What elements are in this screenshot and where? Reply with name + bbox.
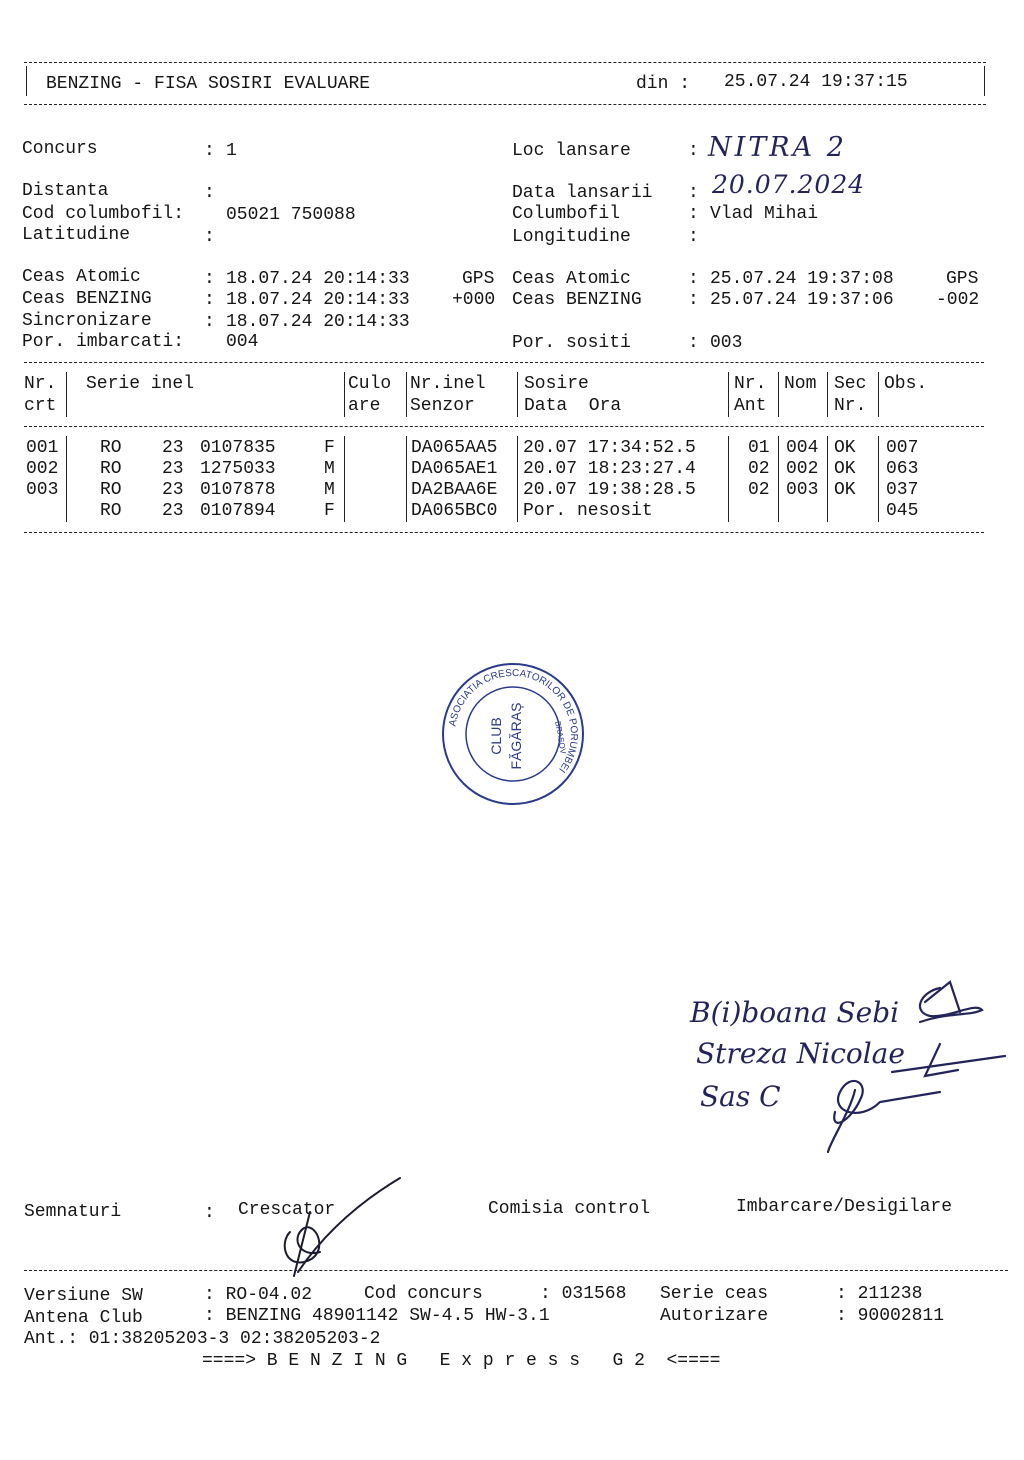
longitudine-label: Longitudine bbox=[512, 227, 631, 247]
row-sec: OK bbox=[834, 480, 856, 500]
footer-rule bbox=[24, 1270, 1008, 1271]
ceas-benzing-right-sep: : bbox=[688, 290, 699, 310]
ceas-benzing-value: 18.07.24 20:14:33 bbox=[226, 290, 410, 310]
col-sep bbox=[344, 372, 345, 417]
loc-lansare-label: Loc lansare bbox=[512, 141, 631, 161]
comisia-label: Comisia control bbox=[488, 1199, 651, 1219]
col-header-sec: Sec bbox=[834, 374, 867, 394]
sincronizare-value: 18.07.24 20:14:33 bbox=[226, 312, 410, 332]
col-sep bbox=[778, 372, 779, 417]
row-obs: 037 bbox=[886, 480, 919, 500]
col-header-nr-ant: Nr. bbox=[734, 374, 767, 394]
serie-ceas-value: : 211238 bbox=[836, 1284, 923, 1304]
col-header-senzor: Senzor bbox=[410, 396, 475, 416]
club-stamp bbox=[441, 662, 585, 806]
crescator-label: Crescator bbox=[238, 1200, 336, 1220]
signature-scribble bbox=[920, 988, 982, 1022]
col-header-obs: Obs. bbox=[884, 374, 928, 394]
cod-concurs-label: Cod concurs bbox=[364, 1284, 483, 1304]
page-title: BENZING - FISA SOSIRI EVALUARE bbox=[46, 74, 371, 94]
row-obs: 063 bbox=[886, 459, 919, 479]
header-date-value: 25.07.24 19:37:15 bbox=[724, 72, 908, 92]
col-sep bbox=[728, 372, 729, 417]
cod-columbofil-label: Cod columbofil: bbox=[22, 204, 185, 224]
col-sep bbox=[406, 436, 407, 522]
columbofil-sep: : bbox=[688, 204, 699, 224]
stamp-town: FĂGĂRAȘ bbox=[508, 702, 524, 770]
ceas-atomic-right-extra: GPS bbox=[946, 269, 979, 289]
antena-label: Antena Club bbox=[24, 1308, 143, 1328]
col-sep bbox=[878, 436, 879, 522]
row-year: 23 bbox=[162, 501, 184, 521]
row-arrival: 20.07 19:38:28.5 bbox=[523, 480, 696, 500]
ceas-benzing-extra: +000 bbox=[452, 290, 496, 310]
data-lansarii-label: Data lansarii bbox=[512, 183, 653, 203]
header-bottom-rule bbox=[24, 104, 986, 105]
row-sex: F bbox=[324, 501, 335, 521]
row-sensor: DA065BC0 bbox=[411, 501, 498, 521]
loc-lansare-sep: : bbox=[688, 141, 699, 161]
table-top-rule bbox=[24, 362, 984, 363]
autorizare-value: : 90002811 bbox=[836, 1306, 945, 1326]
por-sositi-sep: : bbox=[688, 333, 699, 353]
row-sensor: DA065AE1 bbox=[411, 459, 498, 479]
ceas-atomic-sep: : bbox=[204, 269, 215, 289]
row-sensor: DA2BAA6E bbox=[411, 480, 498, 500]
signatures-label: Semnaturi bbox=[24, 1202, 122, 1222]
row-ring: 0107878 bbox=[200, 480, 276, 500]
ceas-benzing-label: Ceas BENZING bbox=[22, 289, 152, 309]
col-header-are: are bbox=[348, 396, 381, 416]
row-ring: 1275033 bbox=[200, 459, 276, 479]
commission-name-2: Streza Nicolae bbox=[696, 1037, 905, 1070]
row-ant: 02 bbox=[748, 480, 770, 500]
col-header-nom: Nom bbox=[784, 374, 817, 394]
stamp-outer-text: ASOCIATIA CRESCATORILOR DE PORUMBEI bbox=[447, 667, 580, 775]
col-header-sec-nr: Nr. bbox=[834, 396, 867, 416]
row-year: 23 bbox=[162, 480, 184, 500]
versiune-label: Versiune SW bbox=[24, 1286, 143, 1306]
row-sex: M bbox=[324, 480, 335, 500]
header-right-border bbox=[984, 66, 985, 96]
signature-scribble bbox=[892, 1056, 1005, 1072]
breeder-signature bbox=[270, 1172, 410, 1284]
ceas-atomic-right-sep: : bbox=[688, 269, 699, 289]
row-ring: 0107835 bbox=[200, 438, 276, 458]
row-country: RO bbox=[100, 501, 122, 521]
sincronizare-label: Sincronizare bbox=[22, 311, 152, 331]
row-nom: 004 bbox=[786, 438, 819, 458]
columbofil-value: Vlad Mihai bbox=[710, 204, 819, 224]
row-country: RO bbox=[100, 459, 122, 479]
por-imbarcati-label: Por. imbarcati: bbox=[22, 332, 185, 352]
cod-concurs-value: : 031568 bbox=[540, 1284, 627, 1304]
row-nr: 003 bbox=[26, 480, 59, 500]
row-arrival: 20.07 18:23:27.4 bbox=[523, 459, 696, 479]
col-sep bbox=[517, 436, 518, 522]
col-header-crt: crt bbox=[24, 396, 57, 416]
row-ant: 02 bbox=[748, 459, 770, 479]
commission-signatures bbox=[800, 972, 1010, 1162]
latitudine-label: Latitudine bbox=[22, 225, 131, 245]
commission-name-3: Sas C bbox=[700, 1080, 781, 1113]
row-country: RO bbox=[100, 480, 122, 500]
distanta-sep: : bbox=[204, 183, 215, 203]
ceas-atomic-extra: GPS bbox=[462, 269, 495, 289]
col-header-serie: Serie inel bbox=[86, 374, 195, 394]
row-ring: 0107894 bbox=[200, 501, 276, 521]
stamp-club: CLUB bbox=[488, 717, 504, 755]
row-nr: 001 bbox=[26, 438, 59, 458]
col-header-nr-inel: Nr.inel bbox=[410, 374, 486, 394]
col-sep bbox=[778, 436, 779, 522]
row-year: 23 bbox=[162, 459, 184, 479]
por-sositi-label: Por. sositi bbox=[512, 333, 631, 353]
row-sensor: DA065AA5 bbox=[411, 438, 498, 458]
table-bottom-rule bbox=[24, 532, 984, 533]
versiune-value: : RO-04.02 bbox=[204, 1285, 313, 1305]
longitudine-sep: : bbox=[688, 227, 699, 247]
row-ant: 01 bbox=[748, 438, 770, 458]
signature-scribble bbox=[828, 1090, 855, 1152]
col-header-nr: Nr. bbox=[24, 374, 57, 394]
row-sex: F bbox=[324, 438, 335, 458]
ceas-atomic-value: 18.07.24 20:14:33 bbox=[226, 269, 410, 289]
data-lansarii-value: 20.07.2024 bbox=[712, 170, 866, 199]
ceas-atomic-right-value: 25.07.24 19:37:08 bbox=[710, 269, 894, 289]
ceas-atomic-label: Ceas Atomic bbox=[22, 267, 141, 287]
serie-ceas-label: Serie ceas bbox=[660, 1284, 769, 1304]
col-sep bbox=[827, 436, 828, 522]
ceas-benzing-sep: : bbox=[204, 290, 215, 310]
col-sep bbox=[66, 436, 67, 522]
header-top-rule bbox=[24, 62, 986, 63]
commission-name-1: B(i)boana Sebi bbox=[690, 996, 900, 1029]
row-obs: 007 bbox=[886, 438, 919, 458]
latitudine-sep: : bbox=[204, 227, 215, 247]
imbarcare-label: Imbarcare/Desigilare bbox=[736, 1197, 953, 1217]
col-header-culo: Culo bbox=[348, 374, 392, 394]
autorizare-label: Autorizare bbox=[660, 1306, 769, 1326]
por-imbarcati-value: 004 bbox=[226, 332, 259, 352]
table-header-rule bbox=[24, 426, 984, 427]
col-sep bbox=[344, 436, 345, 522]
row-sec: OK bbox=[834, 459, 856, 479]
col-sep bbox=[406, 372, 407, 417]
distanta-label: Distanta bbox=[22, 181, 109, 201]
row-year: 23 bbox=[162, 438, 184, 458]
data-lansarii-sep: : bbox=[688, 183, 699, 203]
ceas-benzing-right-value: 25.07.24 19:37:06 bbox=[710, 290, 894, 310]
row-nom: 003 bbox=[786, 480, 819, 500]
col-sep bbox=[517, 372, 518, 417]
signature-scribble bbox=[925, 1044, 958, 1076]
ceas-atomic-right-label: Ceas Atomic bbox=[512, 269, 631, 289]
concurs-label: Concurs bbox=[22, 139, 98, 159]
row-sex: M bbox=[324, 459, 335, 479]
row-arrival: Por. nesosit bbox=[523, 501, 653, 521]
col-header-ant: Ant bbox=[734, 396, 767, 416]
col-sep bbox=[728, 436, 729, 522]
header-left-border bbox=[26, 66, 27, 96]
row-obs: 045 bbox=[886, 501, 919, 521]
col-sep bbox=[878, 372, 879, 417]
signature-scribble bbox=[925, 982, 960, 1012]
col-header-data-ora: Data Ora bbox=[524, 396, 622, 416]
columbofil-label: Columbofil bbox=[512, 204, 621, 224]
row-country: RO bbox=[100, 438, 122, 458]
sincronizare-sep: : bbox=[204, 312, 215, 332]
row-nr: 002 bbox=[26, 459, 59, 479]
antenna-ids: Ant.: 01:38205203-3 02:38205203-2 bbox=[24, 1329, 381, 1349]
antena-value: : BENZING 48901142 SW-4.5 HW-3.1 bbox=[204, 1306, 550, 1326]
concurs-sep: : bbox=[204, 141, 215, 161]
col-sep bbox=[66, 372, 67, 417]
col-sep bbox=[827, 372, 828, 417]
loc-lansare-value: NITRA 2 bbox=[708, 132, 847, 163]
row-nom: 002 bbox=[786, 459, 819, 479]
por-sositi-value: 003 bbox=[710, 333, 743, 353]
brand-line: ====> B E N Z I N G E x p r e s s G 2 <==== bbox=[202, 1351, 721, 1371]
signatures-sep: : bbox=[204, 1203, 215, 1223]
row-arrival: 20.07 17:34:52.5 bbox=[523, 438, 696, 458]
ceas-benzing-right-label: Ceas BENZING bbox=[512, 290, 642, 310]
ceas-benzing-right-extra: -002 bbox=[936, 290, 980, 310]
concurs-value: 1 bbox=[226, 141, 237, 161]
stamp-city: BRASOV bbox=[553, 720, 568, 755]
header-date-label: din : bbox=[636, 74, 691, 94]
col-header-sosire: Sosire bbox=[524, 374, 589, 394]
cod-columbofil-value: 05021 750088 bbox=[226, 205, 356, 225]
row-sec: OK bbox=[834, 438, 856, 458]
